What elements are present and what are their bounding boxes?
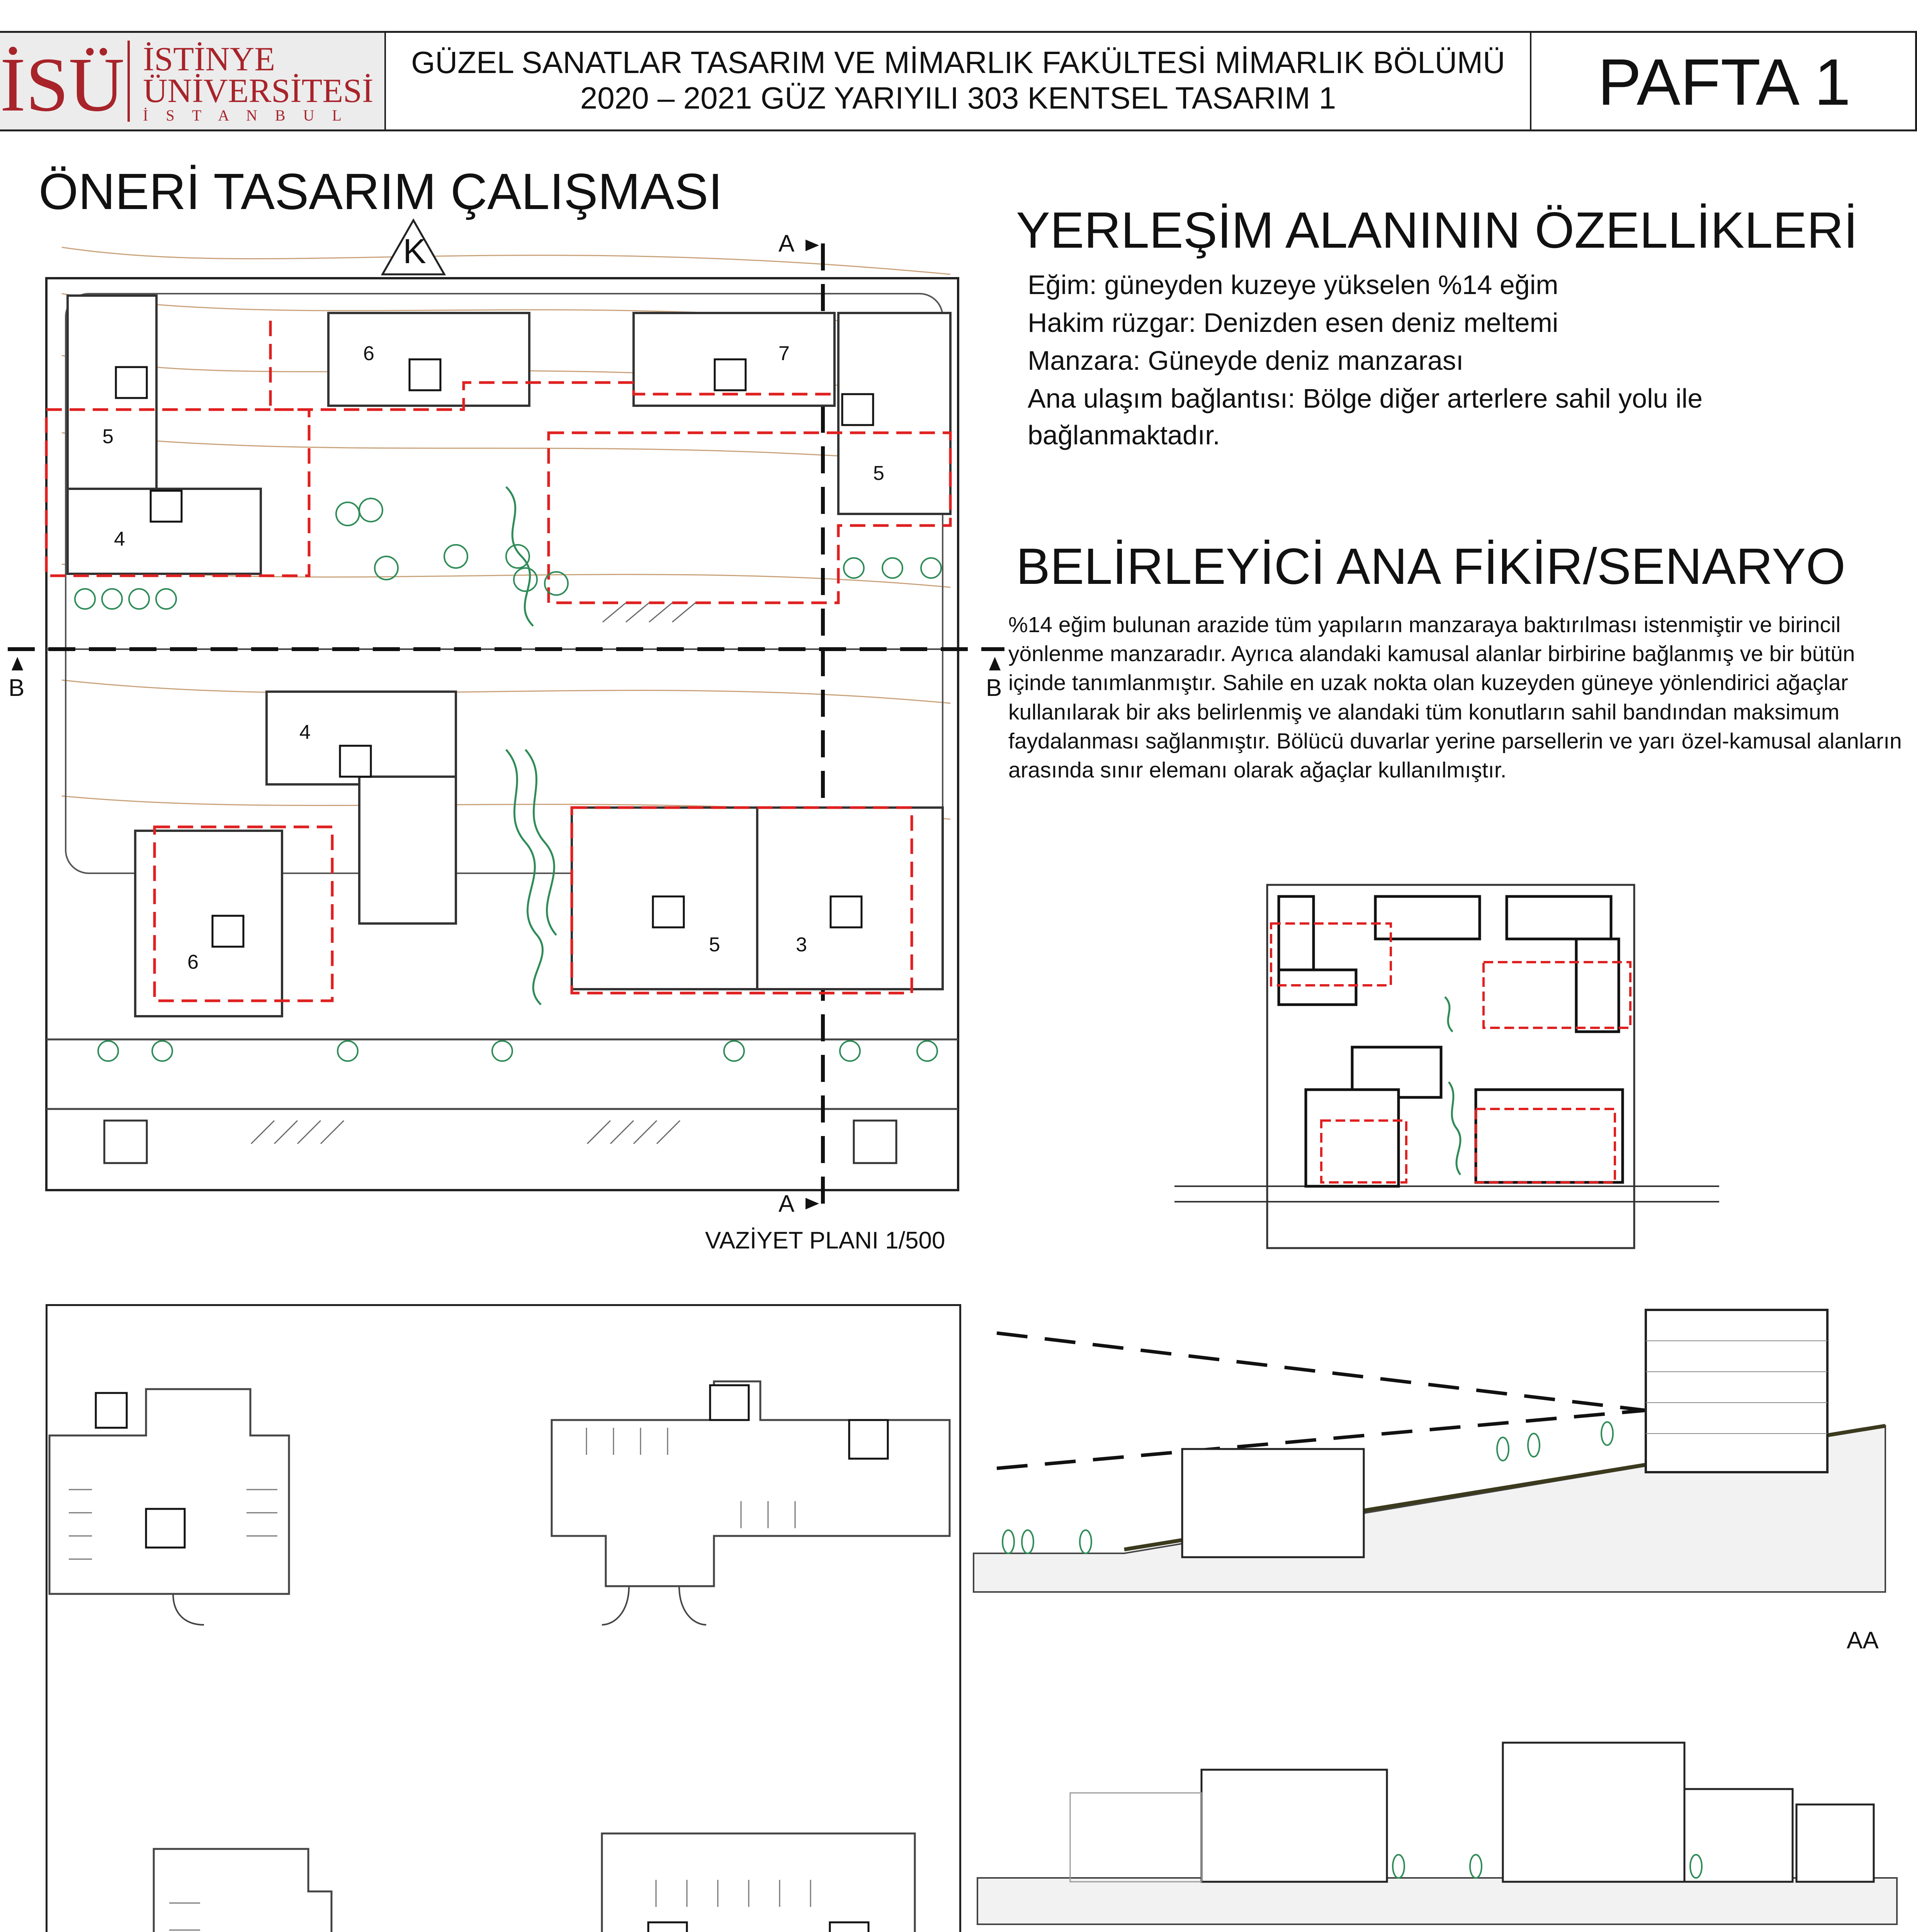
sheet-number: PAFTA 1 bbox=[1598, 46, 1851, 119]
section-bb bbox=[974, 1716, 1901, 1932]
concept-title: BELİRLEYİCİ ANA FİKİR/SENARYO bbox=[1016, 538, 1846, 595]
block-number-4: 5 bbox=[873, 462, 884, 485]
faculty-line2: 2020 – 2021 GÜZ YARIYILI 303 KENTSEL TASARIM 1 bbox=[580, 81, 1336, 115]
block-number-9: 3 bbox=[796, 934, 807, 956]
section-b-right: B bbox=[986, 675, 1002, 701]
section-aa bbox=[970, 1298, 1897, 1592]
site-plan-caption: VAZİYET PLANI 1/500 bbox=[705, 1227, 945, 1254]
parking-plan bbox=[46, 1304, 961, 1932]
section-aa-label: AA bbox=[1847, 1627, 1879, 1654]
block-number-3: 5 bbox=[102, 425, 114, 448]
logo-name-line1: İSTİNYE bbox=[143, 41, 275, 78]
logo-mark: İSÜ bbox=[0, 42, 125, 128]
block-number-2: 7 bbox=[778, 342, 790, 365]
section-a-bottom: A bbox=[778, 1190, 795, 1217]
site-item-2: Hakim rüzgar: Denizden esen deniz meltemi bbox=[1028, 308, 1558, 338]
site-title: YERLEŞİM ALANININ ÖZELLİKLERİ bbox=[1016, 202, 1858, 259]
block-number-6: 4 bbox=[299, 721, 311, 743]
roof-plan bbox=[1174, 881, 1719, 1252]
logo-divider bbox=[127, 41, 130, 122]
site-item-3: Manzara: Güneyde deniz manzarası bbox=[1028, 345, 1464, 376]
section-a-top: A bbox=[778, 230, 795, 257]
block-number-8: 5 bbox=[709, 934, 720, 956]
faculty-line1: GÜZEL SANATLAR TASARIM VE MİMARLIK FAKÜLTESİ MİMARLIK BÖLÜMÜ bbox=[411, 45, 1505, 80]
logo-city: İ S T A N B U L bbox=[143, 107, 348, 124]
university-logo bbox=[0, 33, 386, 129]
concept-text: %14 eğim bulunan arazide tüm yapıların manzaraya baktırılması istenmiştir ve birincil yönlenme manzaradır. Ayrıca alandaki kamusal alanlar birbirine bağlanmış ve bir bütün içinde tanımlanmıştır. Sahile en uzak nokta olan kuzeyden güneye yönlendirici ağaçlar kullanılarak bir aks belirlenmiş ve alandaki tüm konutların sahil bandından maksimum faydalanması sağlanmıştır. Bölücü duvarlar yerine parsellerin ve yarı özel-kamusal alanların arasında sınır elemanı olarak ağaçlar kullanılmıştır. bbox=[1008, 612, 1902, 783]
north-label: K bbox=[403, 232, 427, 271]
block-number-1: 6 bbox=[363, 342, 374, 365]
logo-name-line2: ÜNİVERSİTESİ bbox=[143, 72, 374, 110]
site-plan bbox=[0, 216, 1012, 1221]
proposal-title: ÖNERİ TASARIM ÇALIŞMASI bbox=[39, 163, 723, 220]
block-number-7: 6 bbox=[187, 951, 199, 973]
site-item-1: Eğim: güneyden kuzeye yükselen %14 eğim bbox=[1028, 270, 1558, 300]
block-number-5: 4 bbox=[114, 528, 125, 550]
site-item-4: Ana ulaşım bağlantısı: Bölge diğer arterlere sahil yolu ile bağlanmaktadır. bbox=[1028, 383, 1703, 450]
section-b-left: B bbox=[8, 675, 25, 701]
